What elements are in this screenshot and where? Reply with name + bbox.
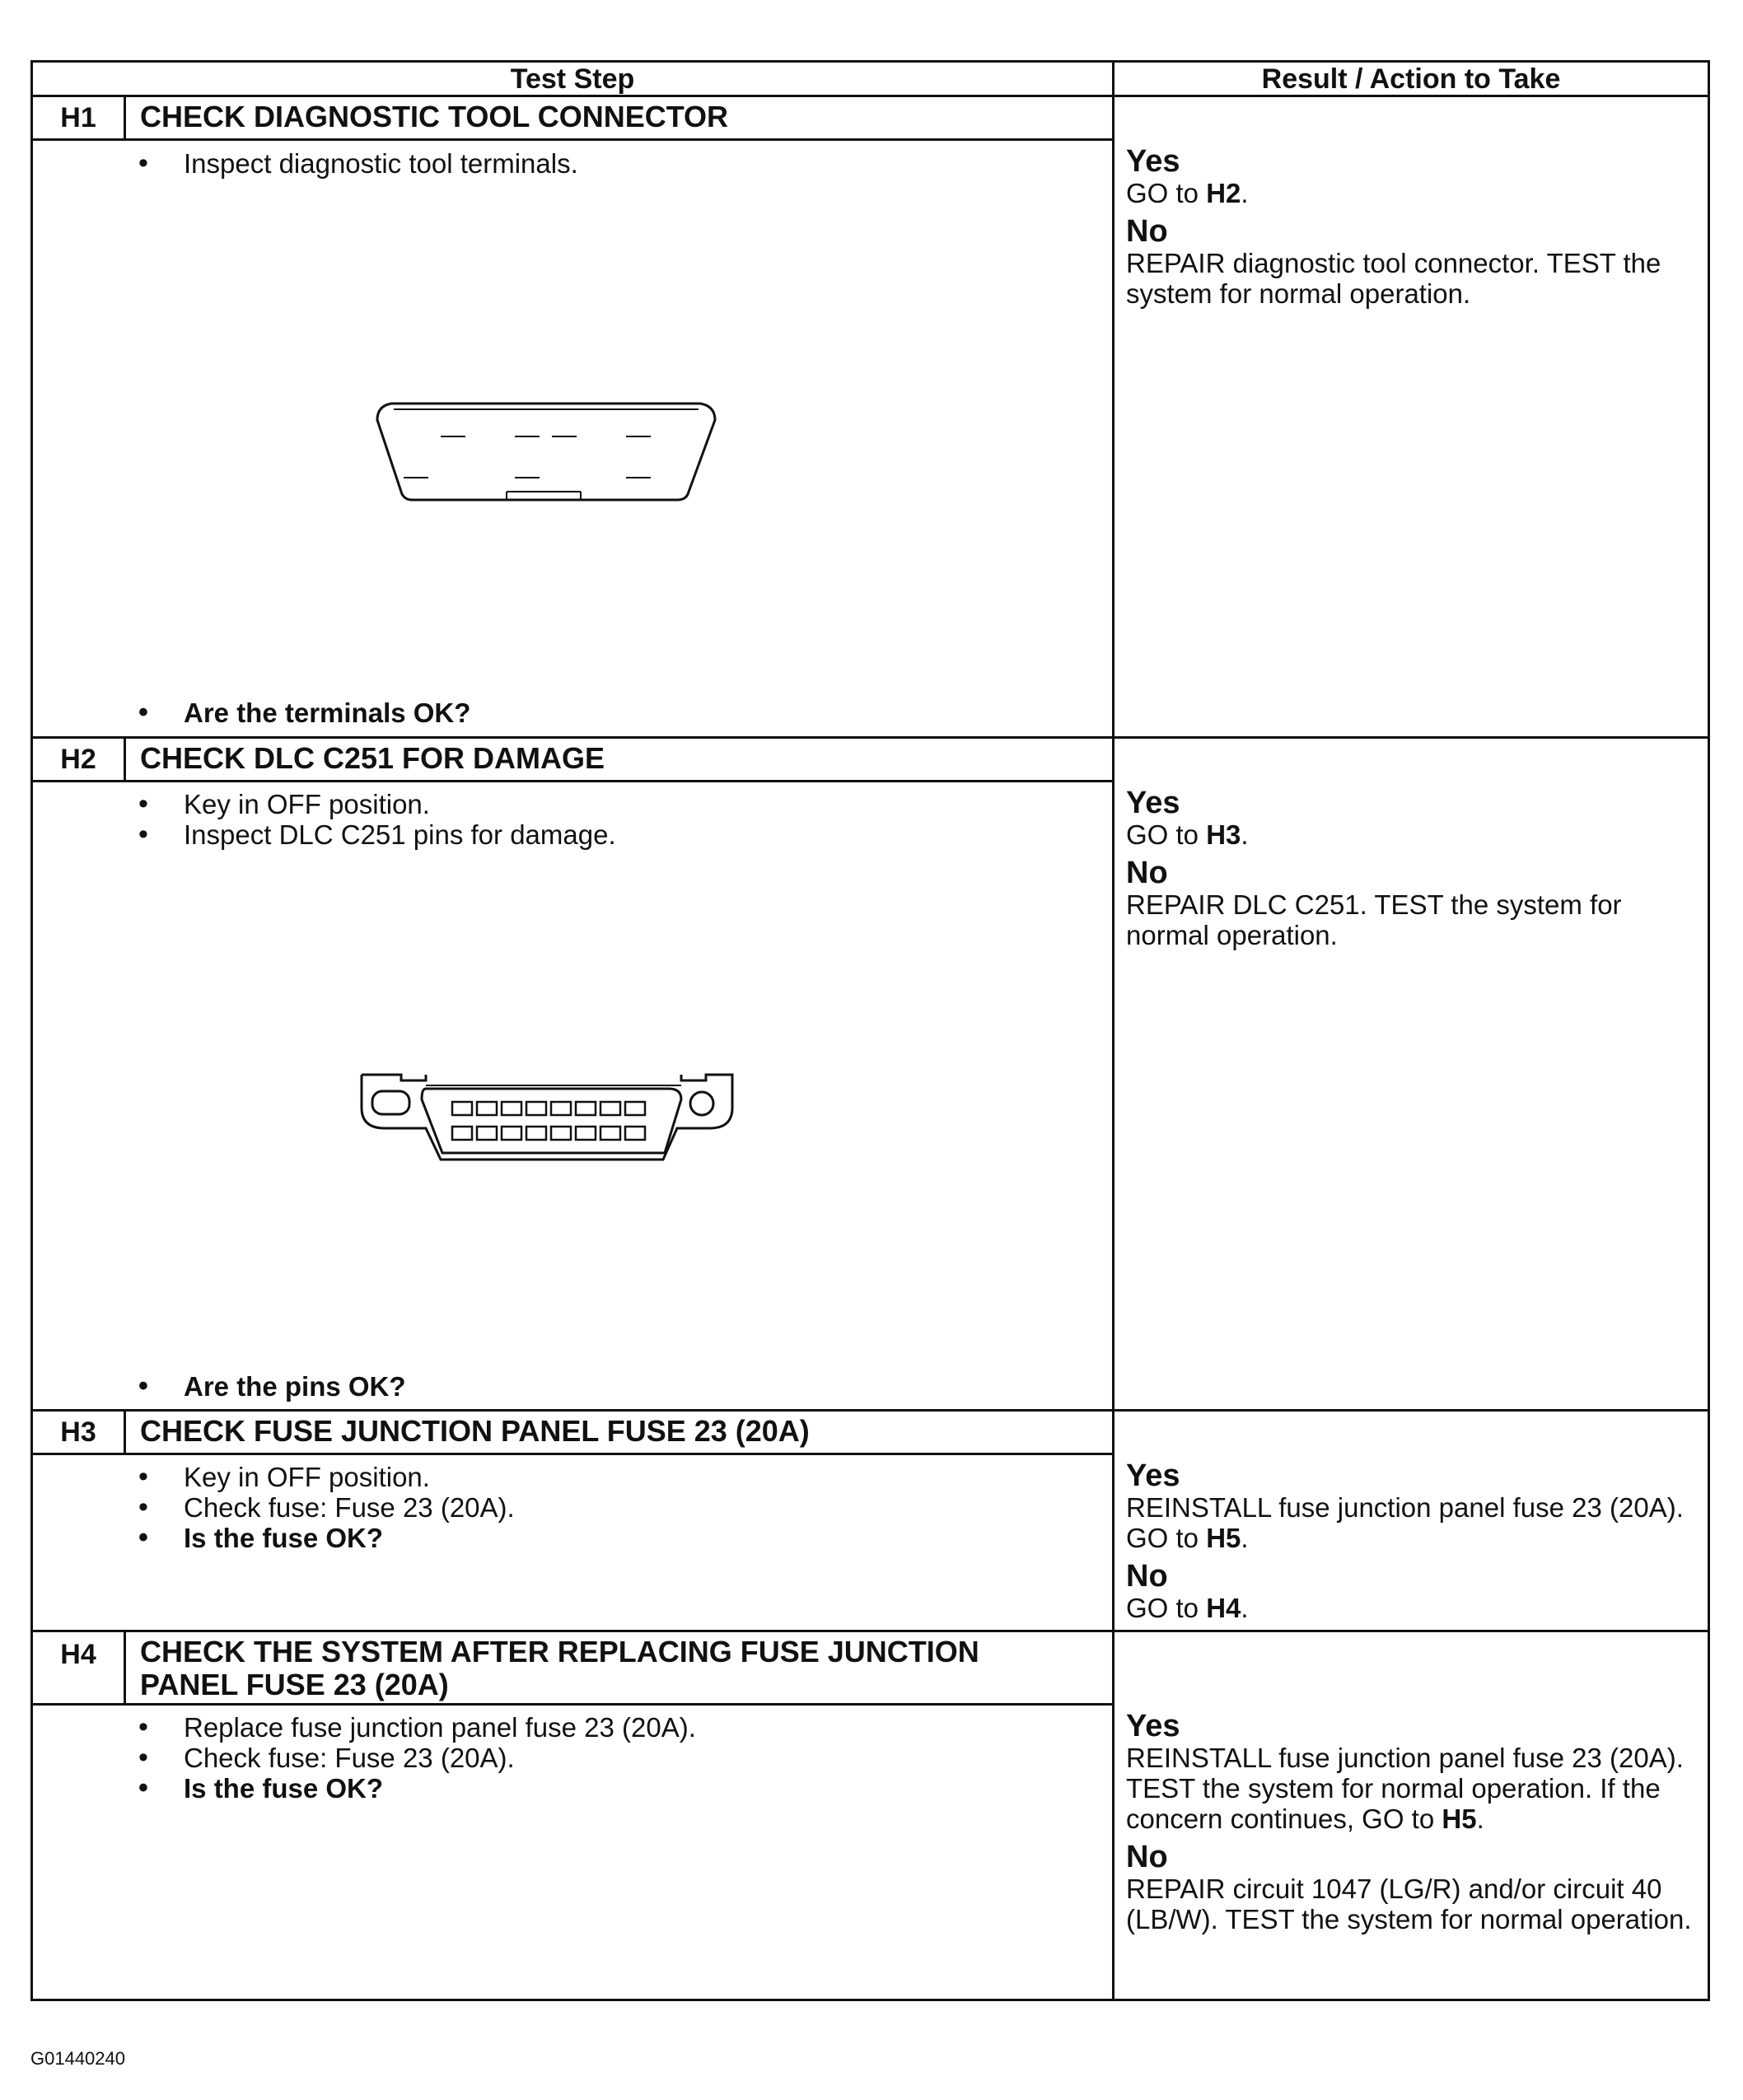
instruction-item: • Key in OFF position.: [115, 789, 616, 819]
dlc-c251-connector-illustration: [360, 1071, 735, 1165]
yes-ref: H5: [1442, 1804, 1477, 1834]
instruction-item: • Check fuse: Fuse 23 (20A).: [115, 1743, 696, 1773]
no-end: .: [1241, 1593, 1249, 1623]
no-ref: H4: [1206, 1593, 1241, 1623]
step-separator: [30, 1409, 1710, 1412]
step-question: [115, 1371, 406, 1402]
step-title: CHECK THE SYSTEM AFTER REPLACING FUSE JUNCTION PANEL FUSE 23 (20A): [140, 1635, 979, 1701]
code-divider: [124, 1632, 126, 1705]
step-title: CHECK FUSE JUNCTION PANEL FUSE 23 (20A): [140, 1414, 810, 1448]
instruction-item: • Replace fuse junction panel fuse 23 (20A).: [115, 1712, 696, 1743]
step-instructions: [115, 789, 616, 850]
question-item: • Are the terminals OK?: [115, 698, 470, 728]
step-result: [1126, 1453, 1703, 1623]
yes-label: Yes: [1126, 1458, 1180, 1493]
no-label: No: [1126, 214, 1168, 249]
no-action: REPAIR diagnostic tool connector. TEST the system for normal operation.: [1126, 248, 1661, 309]
step-result: [1126, 138, 1703, 309]
step-code: H4: [60, 1639, 96, 1670]
no-text: GO to: [1126, 1593, 1199, 1623]
question-item: • Are the pins OK?: [115, 1371, 406, 1402]
yes-action: [1126, 819, 1703, 850]
yes-action: [1126, 1743, 1703, 1834]
no-action: REPAIR DLC C251. TEST the system for normal operation.: [1126, 889, 1622, 950]
no-action: [1126, 1593, 1703, 1623]
code-divider: [124, 739, 126, 782]
instruction-item: • Check fuse: Fuse 23 (20A).: [115, 1492, 515, 1523]
yes-end: .: [1476, 1804, 1484, 1834]
instruction-item: • Key in OFF position.: [115, 1462, 515, 1492]
yes-ref: H3: [1206, 819, 1241, 850]
title-rule: [33, 138, 1112, 141]
figure-id: G01440240: [30, 2048, 125, 2069]
yes-text: REINSTALL fuse junction panel fuse 23 (20A). GO to: [1126, 1492, 1684, 1553]
step-instructions: [115, 1712, 696, 1804]
code-divider: [124, 1412, 126, 1454]
yes-label: Yes: [1126, 786, 1180, 820]
step-code: H1: [60, 102, 96, 133]
title-rule: [33, 1703, 1112, 1706]
no-label: No: [1126, 1840, 1168, 1874]
no-label: No: [1126, 1559, 1168, 1594]
yes-end: .: [1241, 1523, 1249, 1553]
instruction-item: • Inspect DLC C251 pins for damage.: [115, 819, 616, 850]
diagnostic-tool-connector-illustration: [371, 399, 721, 506]
yes-end: .: [1241, 178, 1249, 208]
step-code: H3: [60, 1416, 96, 1448]
question-item: • Is the fuse OK?: [115, 1523, 515, 1553]
instruction-item: • Inspect diagnostic tool terminals.: [115, 148, 578, 179]
step-separator: [30, 736, 1710, 739]
yes-end: .: [1241, 819, 1249, 850]
question-item: • Is the fuse OK?: [115, 1773, 696, 1804]
step-title: CHECK DLC C251 FOR DAMAGE: [140, 741, 605, 775]
code-divider: [124, 97, 126, 140]
yes-text: REINSTALL fuse junction panel fuse 23 (20A). TEST the system for normal operation. If the concern continues, GO to: [1126, 1743, 1684, 1834]
yes-action: [1126, 1492, 1703, 1553]
step-result: [1126, 1703, 1703, 1934]
yes-ref: H2: [1206, 178, 1241, 208]
header-result-action: Result / Action to Take: [1261, 63, 1561, 95]
no-action: REPAIR circuit 1047 (LG/R) and/or circuit 40 (LB/W). TEST the system for normal operation.: [1126, 1874, 1692, 1934]
no-label: No: [1126, 856, 1168, 890]
yes-label: Yes: [1126, 1709, 1180, 1743]
column-divider: [1112, 60, 1114, 2001]
yes-text: GO to: [1126, 178, 1199, 208]
header-test-step: Test Step: [510, 63, 635, 95]
step-instructions: [115, 1462, 515, 1553]
header-rule: [30, 95, 1710, 97]
yes-label: Yes: [1126, 144, 1180, 179]
step-code: H2: [60, 744, 96, 775]
step-title: CHECK DIAGNOSTIC TOOL CONNECTOR: [140, 100, 729, 133]
title-rule: [33, 1453, 1112, 1455]
yes-action: [1126, 178, 1703, 208]
title-rule: [33, 780, 1112, 782]
step-question: [115, 698, 470, 728]
step-result: [1126, 780, 1703, 950]
step-instructions: [115, 148, 578, 179]
yes-text: GO to: [1126, 819, 1199, 850]
yes-ref: H5: [1206, 1523, 1241, 1553]
step-separator: [30, 1630, 1710, 1632]
